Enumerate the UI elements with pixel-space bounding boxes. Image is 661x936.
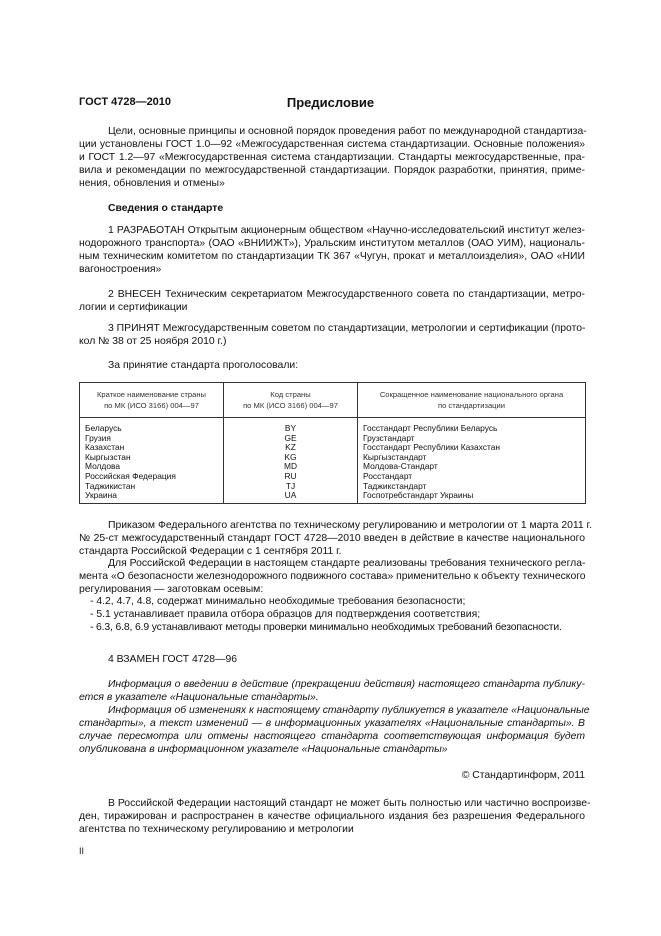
cell-country: Казахстан	[80, 443, 224, 453]
text-line: 2 ВНЕСЕН Техническим секретариатом Межгосударственного совета по стандартизации, метро-	[108, 289, 585, 300]
text-line: логии и сертификации	[79, 302, 188, 313]
text-line: опубликована в информационном указателе «Национальные стандарты»	[79, 744, 448, 755]
text-line: 1 РАЗРАБОТАН Открытым акционерным обществом «Научно-исследовательский институт желез-	[108, 225, 585, 236]
text-line: ции установлены ГОСТ 1.0—92 «Межгосударственная система стандартизации. Основные положения»	[79, 139, 585, 150]
reproduction-notice	[79, 797, 591, 836]
text-line: агентства по техническому регулированию и метрологии	[79, 824, 354, 835]
col-header-country: Краткое наименование страны по МК (ИСО 3166) 004—97	[97, 390, 206, 410]
bullet-item: - 5.1 устанавливает правила отбора образцов для подтверждения соответствия;	[90, 609, 481, 620]
cell-code: GE	[224, 434, 358, 444]
page-title: Предисловие	[286, 95, 375, 110]
text-line: Приказом Федерального агентства по техническому регулированию и метрологии от 1 марта 2011 г.	[108, 520, 592, 531]
cell-country: Украина	[80, 491, 224, 503]
text-line: ным техническим комитетом по стандартизации ТК 367 «Чугун, прокат и металлоизделия», ОАО «НИИ	[79, 251, 585, 262]
cell-code: BY	[224, 418, 358, 434]
text-line: ется в указателе «Национальные стандарты».	[79, 692, 319, 703]
cell-code: MD	[224, 462, 358, 472]
text-line: В Российской Федерации настоящий стандарт не может быть полностью или частично воспроизве-	[108, 798, 591, 809]
cell-code: RU	[224, 472, 358, 482]
voting-table	[79, 382, 586, 504]
cell-standards-body: Госстандарт Республики Казахстан	[358, 443, 586, 453]
text-line: Для Российской Федерации в настоящем стандарте реализованы требования технического регла-	[108, 558, 586, 569]
col-header-body: Сокращенное наименование национального органа по стандартизации	[379, 390, 564, 410]
order-paragraph	[79, 519, 592, 558]
text-line: нодорожного транспорта» (ОАО «ВНИИЖТ»), Уральским институтом металлов (ОАО УИМ), националь-	[79, 238, 585, 249]
text-line: нения, обновления и отмены»	[79, 178, 225, 189]
table-row	[80, 418, 586, 434]
text-line: стандарта Российской Федерации с 1 сентября 2011 г.	[79, 546, 342, 557]
page-number: II	[79, 846, 85, 856]
table-header-row	[80, 383, 586, 418]
text-line: Информация о введении в действие (прекращении действия) настоящего стандарта публику-	[108, 679, 585, 690]
italic-info-changes	[79, 704, 590, 756]
item-developed	[79, 224, 585, 276]
cell-code: KZ	[224, 443, 358, 453]
intro-paragraph	[79, 125, 585, 190]
vote-intro: За принятие стандарта проголосовали:	[108, 360, 299, 371]
cell-standards-body: Грузстандарт	[358, 434, 586, 444]
cell-standards-body: Госстандарт Республики Беларусь	[358, 418, 586, 434]
cell-country: Таджикистан	[80, 482, 224, 492]
table-row	[80, 453, 586, 463]
text-line: кол № 38 от 25 ноября 2010 г.)	[79, 336, 227, 347]
cell-country: Беларусь	[80, 418, 224, 434]
table-row	[80, 482, 586, 492]
section-heading: Сведения о стандарте	[108, 203, 224, 214]
text-line: мента «О безопасности железнодорожного подвижного состава» применительно к объекту технического	[79, 571, 586, 582]
table-row	[80, 472, 586, 482]
text-line: № 25-ст межгосударственный стандарт ГОСТ 4728—2010 введен в действие в качестве национального	[79, 533, 585, 544]
item-adopted	[79, 322, 585, 348]
document-header: ГОСТ 4728—2010	[79, 96, 172, 108]
bullet-item: - 6.3, 6.8, 6.9 устанавливают методы проверки минимально необходимых требований безопасности.	[90, 622, 562, 633]
cell-standards-body: Таджикстандарт	[358, 482, 586, 492]
text-line: Цели, основные принципы и основной порядок проведения работ по международной стандартиза-	[108, 126, 587, 137]
cell-country: Кыргызстан	[80, 453, 224, 463]
cell-code: UA	[224, 491, 358, 503]
col-header-code: Код страны по МК (ИСО 3166) 004—97	[243, 390, 338, 410]
text-line: 3 ПРИНЯТ Межгосударственным советом по стандартизации, метрологии и сертификации (прото-	[108, 323, 586, 334]
cell-country: Грузия	[80, 434, 224, 444]
table-row	[80, 491, 586, 503]
text-line: стандарты», а текст изменений — в информационных указателях «Национальные стандарты». В	[79, 718, 585, 729]
cell-code: KG	[224, 453, 358, 463]
cell-country: Российская Федерация	[80, 472, 224, 482]
text-line: вила и рекомендации по межгосударственной стандартизации. Порядок разработки, принятия, приме-	[79, 165, 585, 176]
copyright: © Стандартинформ, 2011	[461, 770, 585, 781]
cell-standards-body: Молдова-Стандарт	[358, 462, 586, 472]
bullet-item: - 4.2, 4.7, 4.8, содержат минимально необходимые требования безопасности;	[90, 596, 466, 607]
rf-paragraph	[79, 557, 585, 596]
item-introduced	[79, 288, 585, 314]
cell-country: Молдова	[80, 462, 224, 472]
cell-standards-body: Росстандарт	[358, 472, 586, 482]
italic-info-intro	[79, 678, 585, 704]
text-line: Информация об изменениях к настоящему стандарту публикуется в указателе «Национальные	[108, 705, 590, 716]
text-line: и ГОСТ 1.2—97 «Межгосударственная система стандартизации. Стандарты межгосударственные, пра-	[79, 152, 585, 163]
cell-standards-body: Кыргызстандарт	[358, 453, 586, 463]
item-replaces: 4 ВЗАМЕН ГОСТ 4728—96	[108, 654, 238, 665]
cell-standards-body: Госпотребстандарт Украины	[358, 491, 586, 503]
text-line: вагоностроения»	[79, 264, 162, 275]
text-line: регулирования — заготовкам осевым:	[79, 584, 264, 595]
cell-code: TJ	[224, 482, 358, 492]
text-line: ден, тиражирован и распространен в качестве официального издания без разрешения Федерального	[79, 811, 585, 822]
table-row	[80, 434, 586, 444]
table-row	[80, 443, 586, 453]
text-line: случае пересмотра или отмены настоящего стандарта соответствующая информация будет	[79, 731, 585, 742]
